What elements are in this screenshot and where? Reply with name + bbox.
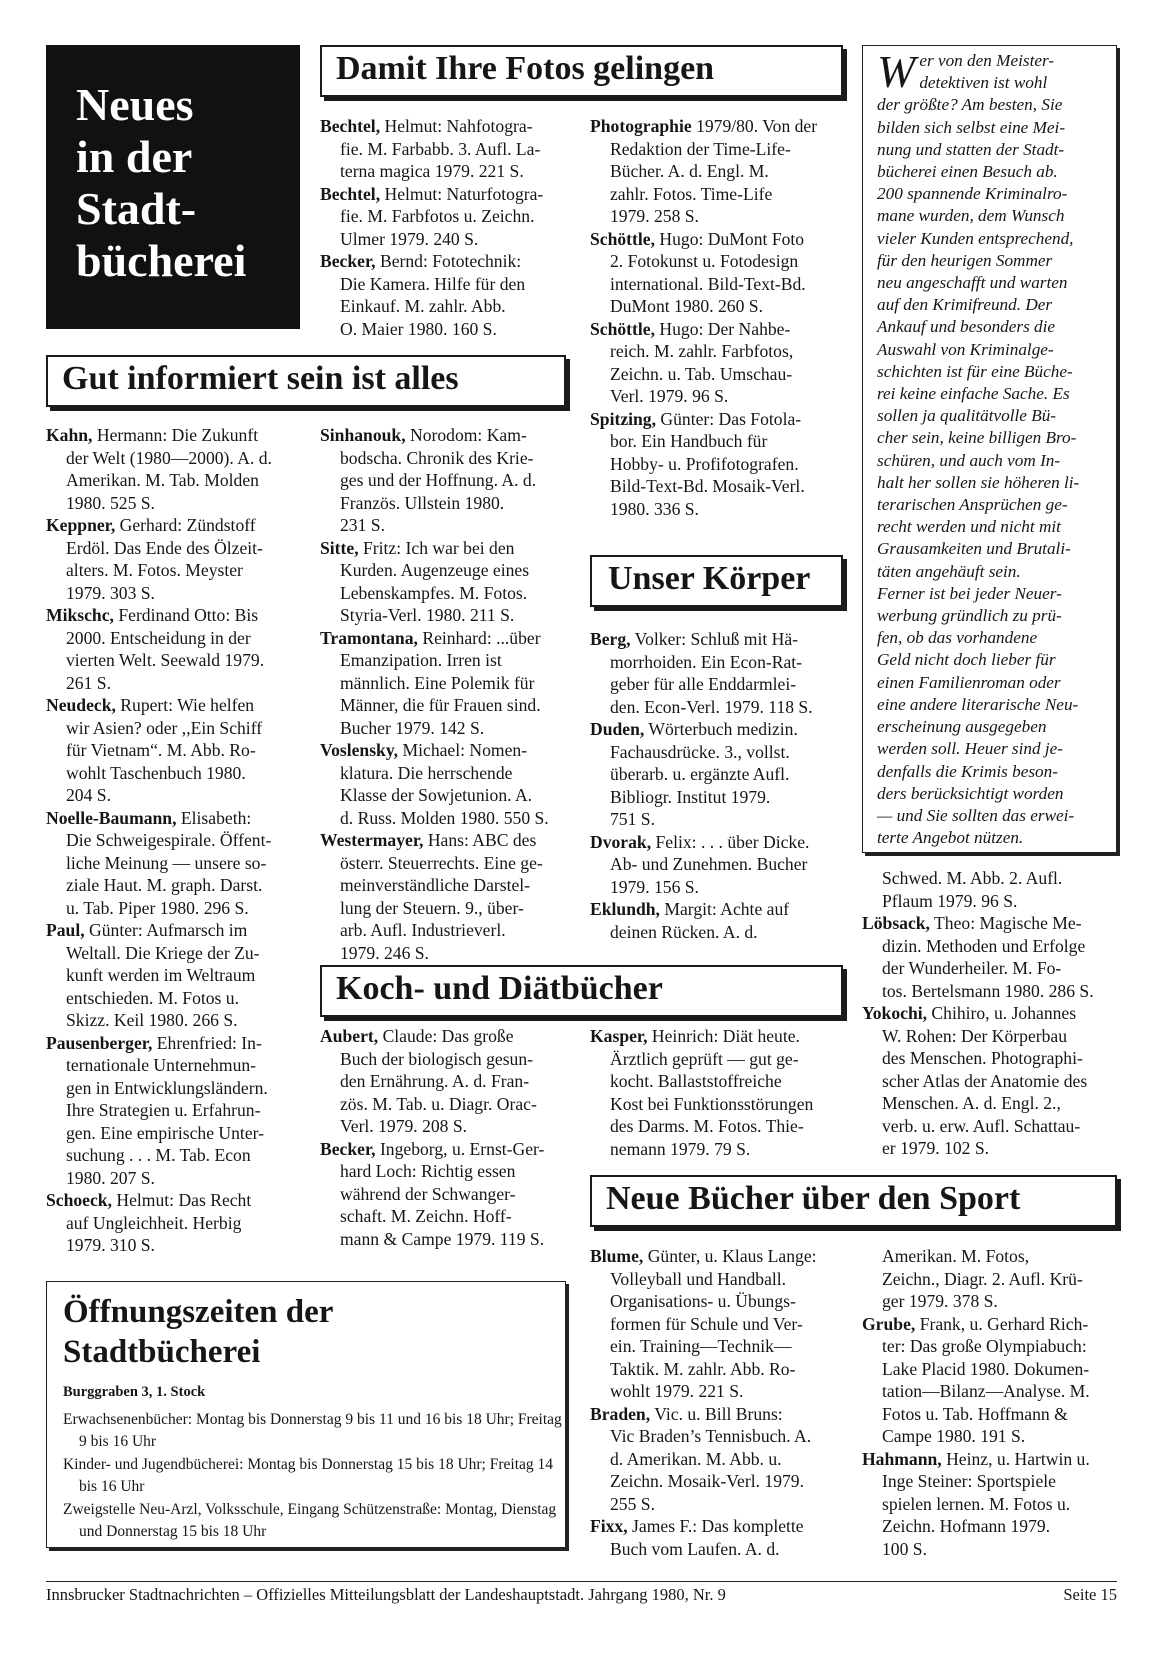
book-entry-continuation: Volleyball und Handball. bbox=[610, 1268, 787, 1289]
book-text: Wörterbuch medizin. bbox=[648, 719, 798, 739]
book-entry-continuation: österr. Steuerrechts. Eine ge- bbox=[340, 852, 543, 873]
book-entry-line bbox=[46, 919, 298, 942]
book-entry-line bbox=[590, 228, 843, 251]
opening-line: Zweigstelle Neu-Arzl, Volksschule, Eingang Schützenstraße: Montag, Dienstag und Donnerstag 15 bis 18 Uhr bbox=[63, 1501, 557, 1540]
book-entry-continuation: u. Tab. Piper 1980. 296 S. bbox=[66, 897, 249, 918]
book-entry-continuation: Lake Placid 1980. Dokumen- bbox=[882, 1358, 1090, 1379]
opening-address: Burggraben 3, 1. Stock bbox=[63, 1384, 206, 1400]
book-entry-continuation: Pflaum 1979. 96 S. bbox=[882, 890, 1018, 911]
book-entry-line bbox=[320, 250, 572, 273]
book-entry-continuation: formen für Schule und Ver- bbox=[610, 1313, 803, 1334]
book-entry-continuation: 1980. 207 S. bbox=[66, 1167, 155, 1188]
book-entry-continuation: ges und der Hoffnung. A. d. bbox=[340, 470, 537, 490]
book-text: Günter: Das Fotola- bbox=[660, 408, 802, 429]
book-entry-line bbox=[590, 408, 843, 431]
book-author: Westermayer, bbox=[320, 830, 424, 850]
book-text: Heinz, u. Hartwin u. bbox=[946, 1448, 1090, 1469]
book-entry-line bbox=[590, 1515, 843, 1538]
book-entry-continuation: Zeichn. Hofmann 1979. bbox=[882, 1516, 1051, 1536]
quote-line: vieler Kunden entsprechend, bbox=[877, 228, 1074, 248]
quote-line: Geld nicht doch lieber für bbox=[877, 650, 1056, 670]
book-entry-continuation: mann & Campe 1979. 119 S. bbox=[340, 1228, 545, 1249]
book-entry-continuation: hard Loch: Richtig essen bbox=[340, 1161, 516, 1181]
book-entry-continuation: 1979. 258 S. bbox=[610, 206, 699, 226]
book-entry-continuation: international. Bild-Text-Bd. bbox=[610, 273, 806, 294]
quote-line: bücherei einen Besuch ab. bbox=[877, 162, 1058, 182]
quote-line: sollen ja qualitätvolle Bü- bbox=[877, 406, 1057, 426]
book-entry-line bbox=[590, 831, 843, 854]
book-entry-line bbox=[590, 318, 843, 341]
book-author: Kahn, bbox=[46, 425, 93, 445]
book-entry-continuation: O. Maier 1980. 160 S. bbox=[340, 318, 497, 339]
book-text: Hermann: Die Zukunft bbox=[96, 425, 259, 445]
book-text: Fritz: Ich war bei den bbox=[363, 537, 515, 558]
quote-line: Ankauf und besonders die bbox=[877, 317, 1056, 337]
quote-line: einen Familienroman oder bbox=[877, 672, 1061, 692]
book-entry-line bbox=[320, 1025, 572, 1048]
book-entry-line bbox=[320, 829, 572, 852]
book-entry-continuation: gen. Eine empirische Unter- bbox=[66, 1122, 264, 1143]
quote-line: schichten ist für eine Büche- bbox=[877, 361, 1073, 381]
book-entry-continuation: Skizz. Keil 1980. 266 S. bbox=[66, 1010, 238, 1030]
book-entry-continuation: 1980. 336 S. bbox=[610, 498, 699, 519]
book-entry-line bbox=[590, 628, 843, 651]
book-entry-continuation: wohlt Taschenbuch 1980. bbox=[66, 762, 246, 783]
masthead-line: bücherei bbox=[76, 235, 247, 286]
book-entry-continuation: Fachausdrücke. 3., vollst. bbox=[610, 741, 790, 762]
book-entry-continuation: Ab- und Zunehmen. Bucher bbox=[610, 854, 808, 874]
book-entry-continuation: er 1979. 102 S. bbox=[882, 1138, 990, 1158]
book-entry-continuation: Bibliogr. Institut 1979. bbox=[610, 786, 771, 807]
book-entry-line bbox=[590, 898, 843, 921]
book-entry-line bbox=[320, 115, 572, 138]
quote-line: fen, ob das vorhandene bbox=[877, 628, 1038, 648]
book-entry-continuation: gen in Entwicklungsländern. bbox=[66, 1077, 268, 1098]
drop-cap: W bbox=[877, 46, 916, 97]
book-entry-continuation: reich. M. zahlr. Farbfotos, bbox=[610, 341, 794, 361]
book-text: Theo: Magische Me- bbox=[934, 913, 1082, 933]
book-entry-continuation: Redaktion der Time-Life- bbox=[610, 138, 791, 159]
quote-line: bilden sich selbst eine Mei- bbox=[877, 117, 1066, 137]
book-entry-continuation: scher Atlas der Anatomie des bbox=[882, 1070, 1088, 1091]
book-entry-continuation: DuMont 1980. 260 S. bbox=[610, 296, 763, 316]
book-entry-continuation: Männer, die für Frauen sind. bbox=[340, 695, 541, 715]
book-entry-continuation: Zeichn. Mosaik-Verl. 1979. bbox=[610, 1471, 804, 1491]
book-author: Becker, bbox=[320, 251, 376, 271]
book-author: Löbsack, bbox=[862, 913, 930, 933]
heading-fotos: Damit Ihre Fotos gelingen bbox=[320, 45, 843, 97]
book-entry-continuation: Kost bei Funktionsstörungen bbox=[610, 1093, 814, 1114]
quote-line: ders berücksichtigt worden bbox=[877, 783, 1064, 803]
book-entry-continuation: 751 S. bbox=[610, 809, 655, 829]
book-entry-line bbox=[590, 1245, 843, 1268]
book-entry-continuation: Menschen. A. d. Engl. 2., bbox=[882, 1093, 1061, 1113]
book-text: Chihiro, u. Johannes bbox=[931, 1003, 1077, 1023]
quote-text bbox=[877, 46, 1106, 849]
book-entry-continuation: Taktik. M. zahlr. Abb. Ro- bbox=[610, 1358, 796, 1379]
book-entry-continuation: Weltall. Die Kriege der Zu- bbox=[66, 942, 260, 963]
column-fotos-1 bbox=[320, 115, 572, 340]
book-entry-continuation: ger 1979. 378 S. bbox=[882, 1291, 998, 1311]
book-entry-continuation: morrhoiden. Ein Econ-Rat- bbox=[610, 651, 803, 672]
book-entry-line bbox=[862, 1448, 1117, 1471]
book-entry-continuation: verb. u. erw. Aufl. Schattau- bbox=[882, 1115, 1081, 1136]
book-entry-line bbox=[320, 183, 572, 206]
quote-line: — und Sie sollten das erwei- bbox=[877, 805, 1075, 825]
book-entry-continuation: Französ. Ullstein 1980. bbox=[340, 492, 505, 513]
book-entry-continuation: Bucher 1979. 142 S. bbox=[340, 717, 485, 738]
book-entry-continuation: Kurden. Augenzeuge eines bbox=[340, 560, 530, 580]
quote-line: für den heurigen Sommer bbox=[877, 250, 1053, 270]
book-text: Rupert: Wie helfen bbox=[120, 695, 255, 715]
book-entry-line bbox=[320, 424, 572, 447]
book-entry-continuation: Ihre Strategien u. Erfahrun- bbox=[66, 1100, 261, 1120]
opening-title-line: Öffnungszeiten der bbox=[63, 1294, 334, 1330]
column-sport-3 bbox=[590, 1245, 843, 1560]
book-entry-line bbox=[46, 424, 298, 447]
book-entry-continuation: Amerikan. M. Fotos, bbox=[882, 1246, 1030, 1266]
book-entry-continuation: Klasse der Sowjetunion. A. bbox=[340, 785, 533, 805]
heading-info: Gut informiert sein ist alles bbox=[46, 355, 566, 407]
book-entry-continuation: kunft werden im Weltraum bbox=[66, 965, 256, 985]
book-text: Bernd: Fototechnik: bbox=[379, 251, 522, 271]
book-author: Bechtel, bbox=[320, 183, 381, 204]
quote-line: terarischen Ansprüchen ge- bbox=[877, 495, 1068, 515]
book-text: Elisabeth: bbox=[180, 807, 252, 828]
book-entry-continuation: schaft. M. Zeichn. Hoff- bbox=[340, 1206, 512, 1226]
column-info-1 bbox=[46, 424, 298, 1257]
book-text: Ehrenfried: In- bbox=[156, 1032, 262, 1053]
book-entry-continuation: lung der Steuern. 9., über- bbox=[340, 897, 524, 918]
book-entry-continuation: fie. M. Farbabb. 3. Aufl. La- bbox=[340, 138, 541, 159]
book-entry-line bbox=[590, 115, 843, 138]
column-koerper-3 bbox=[590, 628, 843, 943]
book-entry-continuation: des Darms. M. Fotos. Thie- bbox=[610, 1116, 804, 1136]
book-entry-continuation: Die Kamera. Hilfe für den bbox=[340, 273, 526, 294]
book-entry-continuation: Vic Braden’s Tennisbuch. A. bbox=[610, 1426, 812, 1446]
book-entry-continuation: den. Econ-Verl. 1979. 118 S. bbox=[610, 696, 813, 717]
book-entry-continuation: Zeichn. u. Tab. Umschau- bbox=[610, 363, 793, 384]
quote-line: Auswahl von Kriminalge- bbox=[877, 339, 1054, 359]
book-entry-continuation: Verl. 1979. 96 S. bbox=[610, 386, 729, 406]
book-author: Duden, bbox=[590, 719, 645, 739]
book-author: Yokochi, bbox=[862, 1003, 928, 1023]
book-text: Ingeborg, u. Ernst-Ger- bbox=[379, 1138, 545, 1159]
heading-koerper: Unser Körper bbox=[590, 555, 843, 607]
book-entry-continuation: Buch vom Laufen. A. d. bbox=[610, 1538, 780, 1559]
quote-line: der größte? Am besten, Sie bbox=[877, 95, 1063, 115]
quote-line: halt her sollen sie höheren li- bbox=[877, 472, 1080, 492]
quote-line: recht werden und nicht mit bbox=[877, 517, 1061, 537]
book-text: Günter, u. Klaus Lange: bbox=[647, 1246, 817, 1266]
book-entry-continuation: 1980. 525 S. bbox=[66, 492, 155, 513]
book-entry-continuation: 255 S. bbox=[610, 1493, 655, 1514]
book-author: Fixx, bbox=[590, 1516, 628, 1536]
book-entry-continuation: für Vietnam“. M. Abb. Ro- bbox=[66, 740, 256, 760]
book-entry-continuation: spielen lernen. M. Fotos u. bbox=[882, 1493, 1071, 1514]
book-author: Dvorak, bbox=[590, 831, 652, 852]
book-entry-continuation: Hobby- u. Profifotografen. bbox=[610, 453, 799, 474]
book-entry-line bbox=[46, 694, 298, 717]
book-author: Becker, bbox=[320, 1138, 376, 1159]
book-entry-continuation: liche Meinung — unsere so- bbox=[66, 852, 267, 873]
book-entry-continuation: alters. M. Fotos. Meyster bbox=[66, 560, 243, 580]
book-author: Voslensky, bbox=[320, 740, 399, 760]
opening-line: Erwachsenenbücher: Montag bis Donnerstag 9 bis 11 und 16 bis 18 Uhr; Freitag 9 bis 16 Uhr bbox=[63, 1411, 562, 1450]
book-entry-continuation: zahlr. Fotos. Time-Life bbox=[610, 183, 773, 204]
column-info-2 bbox=[320, 424, 572, 964]
quote-line: er von den Meister- bbox=[919, 51, 1055, 70]
book-text: Hugo: Der Nahbe- bbox=[659, 318, 791, 339]
book-author: Blume, bbox=[590, 1246, 644, 1266]
book-text: Felix: . . . über Dicke. bbox=[655, 831, 810, 852]
book-entry-continuation: wohlt 1979. 221 S. bbox=[610, 1381, 744, 1401]
book-entry-continuation: 261 S. bbox=[66, 672, 111, 693]
quote-line: erscheinung ausgegeben bbox=[877, 717, 1047, 737]
quote-line: cher sein, keine billigen Bro- bbox=[877, 428, 1077, 448]
book-entry-continuation: überarb. u. ergänzte Aufl. bbox=[610, 764, 790, 784]
quote-box bbox=[862, 45, 1117, 853]
book-entry-continuation: Einkauf. M. zahlr. Abb. bbox=[340, 296, 506, 316]
book-entry-continuation: der Wunderheiler. M. Fo- bbox=[882, 958, 1062, 978]
book-entry-continuation: d. Amerikan. M. Abb. u. bbox=[610, 1448, 782, 1469]
book-author: Mikschc, bbox=[46, 605, 114, 625]
book-entry-continuation: Verl. 1979. 208 S. bbox=[340, 1116, 468, 1136]
opening-title-line: Stadtbücherei bbox=[63, 1334, 261, 1370]
book-entry-line bbox=[862, 912, 1117, 935]
book-entry-line bbox=[46, 514, 298, 537]
book-entry-line bbox=[46, 1032, 298, 1055]
quote-line: rei keine einfache Sache. Es bbox=[877, 384, 1070, 404]
book-entry-continuation: bor. Ein Handbuch für bbox=[610, 431, 768, 451]
book-entry-continuation: Die Schweigespirale. Öffent- bbox=[66, 830, 272, 850]
book-author: Bechtel, bbox=[320, 116, 381, 136]
quote-line: mane wurden, dem Wunsch bbox=[877, 206, 1065, 226]
book-entry-continuation: Organisations- u. Übungs- bbox=[610, 1291, 796, 1311]
book-entry-continuation: wir Asien? oder ,,Ein Schiff bbox=[66, 717, 263, 738]
book-entry-continuation: terna magica 1979. 221 S. bbox=[340, 161, 524, 181]
book-author: Keppner, bbox=[46, 515, 116, 535]
book-author: Tramontana, bbox=[320, 627, 418, 648]
quote-line: terte Angebot nützen. bbox=[877, 828, 1024, 848]
quote-line: Ferner ist bei jeder Neuer- bbox=[877, 583, 1062, 603]
book-entry-continuation: Styria-Verl. 1980. 211 S. bbox=[340, 605, 515, 625]
book-author: Schöttle, bbox=[590, 228, 655, 249]
book-author: Pausenberger, bbox=[46, 1032, 153, 1053]
book-entry-continuation: W. Rohen: Der Körperbau bbox=[882, 1025, 1068, 1046]
book-author: Noelle-Baumann, bbox=[46, 807, 177, 828]
book-entry-continuation: Bild-Text-Bd. Mosaik-Verl. bbox=[610, 476, 805, 496]
book-entry-continuation: 204 S. bbox=[66, 785, 111, 805]
book-text: Volker: Schluß mit Hä- bbox=[634, 629, 799, 649]
book-entry-continuation: zös. M. Tab. u. Diagr. Orac- bbox=[340, 1093, 537, 1114]
book-entry-continuation: 231 S. bbox=[340, 515, 385, 535]
book-entry-continuation: männlich. Eine Polemik für bbox=[340, 672, 535, 693]
book-text: Michael: Nomen- bbox=[402, 740, 528, 760]
quote-line: auf den Krimifreund. Der bbox=[877, 295, 1053, 315]
column-fotos-3 bbox=[590, 115, 843, 520]
page-footer bbox=[46, 1581, 1117, 1605]
book-text: Gerhard: Zündstoff bbox=[119, 515, 256, 535]
book-entry-continuation: auf Ungleichheit. Herbig bbox=[66, 1212, 242, 1233]
book-entry-continuation: des Menschen. Photographi- bbox=[882, 1048, 1083, 1068]
book-entry-continuation: geber für alle Enddarmlei- bbox=[610, 674, 797, 694]
book-entry-line bbox=[320, 1138, 572, 1161]
book-author: Aubert, bbox=[320, 1026, 379, 1046]
book-entry-continuation: 100 S. bbox=[882, 1538, 927, 1559]
book-entry-continuation: 1979. 156 S. bbox=[610, 876, 699, 897]
quote-line: neu angeschafft und warten bbox=[877, 273, 1068, 293]
book-entry-continuation: suchung . . . M. Tab. Econ bbox=[66, 1145, 251, 1165]
masthead-line: Stadt- bbox=[76, 183, 197, 234]
masthead-line: Neues bbox=[76, 79, 194, 130]
book-entry-continuation: Emanzipation. Irren ist bbox=[340, 650, 502, 670]
page-number: Seite 15 bbox=[1063, 1585, 1117, 1604]
book-author: Braden, bbox=[590, 1403, 651, 1424]
book-entry-continuation: tation—Bilanz—Analyse. M. bbox=[882, 1381, 1090, 1401]
book-text: James F.: Das komplette bbox=[632, 1516, 804, 1536]
book-author: Sitte, bbox=[320, 537, 359, 558]
book-entry-continuation: Campe 1980. 191 S. bbox=[882, 1426, 1026, 1446]
book-entry-line bbox=[862, 1002, 1117, 1025]
book-author: Grube, bbox=[862, 1313, 916, 1334]
book-author: Neudeck, bbox=[46, 695, 116, 715]
book-entry-continuation: klatura. Die herrschende bbox=[340, 762, 513, 783]
book-author: Kasper, bbox=[590, 1026, 648, 1046]
book-entry-continuation: ein. Training—Technik— bbox=[610, 1336, 792, 1356]
book-entry-continuation: fie. M. Farbfotos u. Zeichn. bbox=[340, 206, 535, 226]
book-entry-continuation: Inge Steiner: Sportspiele bbox=[882, 1471, 1056, 1491]
book-text: Vic. u. Bill Bruns: bbox=[654, 1403, 783, 1424]
book-entry-line bbox=[590, 718, 843, 741]
book-author: Spitzing, bbox=[590, 408, 656, 429]
quote-line: werbung gründlich zu prü- bbox=[877, 606, 1062, 626]
book-author: Paul, bbox=[46, 920, 85, 940]
book-author: Hahmann, bbox=[862, 1448, 942, 1469]
book-entry-continuation: den Ernährung. A. d. Fran- bbox=[340, 1071, 530, 1091]
book-text: Margit: Achte auf bbox=[664, 899, 790, 919]
book-entry-continuation: 2000. Entscheidung in der bbox=[66, 627, 251, 648]
book-entry-continuation: ziale Haut. M. graph. Darst. bbox=[66, 875, 263, 895]
book-entry-continuation: entschieden. M. Fotos u. bbox=[66, 987, 239, 1008]
book-entry-continuation: 1979. 303 S. bbox=[66, 582, 155, 603]
book-text: Heinrich: Diät heute. bbox=[651, 1026, 800, 1046]
heading-sport: Neue Bücher über den Sport bbox=[590, 1175, 1117, 1227]
book-entry-continuation: Amerikan. M. Tab. Molden bbox=[66, 470, 259, 490]
book-author: Eklundh, bbox=[590, 899, 660, 919]
book-text: Hans: ABC des bbox=[427, 830, 537, 850]
book-entry-continuation: arb. Aufl. Industrieverl. bbox=[340, 920, 506, 940]
quote-line: detektiven ist wohl bbox=[919, 73, 1048, 93]
book-entry-continuation: der Welt (1980—2000). A. d. bbox=[66, 447, 272, 468]
book-entry-continuation: vierten Welt. Seewald 1979. bbox=[66, 650, 265, 670]
quote-line: eine andere literarische Neu- bbox=[877, 694, 1079, 714]
book-entry-line bbox=[46, 1189, 298, 1212]
book-entry-continuation: Erdöl. Das Ende des Ölzeit- bbox=[66, 537, 263, 558]
book-entry-continuation: 1979. 310 S. bbox=[66, 1235, 155, 1255]
book-entry-line bbox=[320, 739, 572, 762]
book-entry-continuation: kocht. Ballaststoffreiche bbox=[610, 1071, 782, 1091]
quote-line: schüren, und auch vom In- bbox=[877, 450, 1061, 470]
book-author: Schoeck, bbox=[46, 1190, 112, 1210]
book-author: Berg, bbox=[590, 629, 631, 649]
book-text: Hugo: DuMont Foto bbox=[659, 228, 805, 249]
book-entry-continuation: deinen Rücken. A. d. bbox=[610, 921, 758, 942]
book-entry-continuation: Fotos u. Tab. Hoffmann & bbox=[882, 1403, 1068, 1424]
book-entry-continuation: Zeichn., Diagr. 2. Aufl. Krü- bbox=[882, 1268, 1083, 1289]
book-entry-line bbox=[862, 1313, 1117, 1336]
book-text: Claude: Das große bbox=[382, 1026, 514, 1046]
book-entry-line bbox=[590, 1025, 843, 1048]
section-masthead bbox=[46, 45, 300, 329]
book-entry-line bbox=[590, 1403, 843, 1426]
book-author: Schöttle, bbox=[590, 318, 655, 339]
quote-line: nung und statten der Stadt- bbox=[877, 139, 1065, 159]
column-koerper-4 bbox=[862, 867, 1117, 1160]
book-author: Photographie bbox=[590, 116, 692, 136]
book-entry-continuation: 2. Fotokunst u. Fotodesign bbox=[610, 251, 799, 271]
book-text: Helmut: Nahfotogra- bbox=[384, 116, 533, 136]
book-text: Helmut: Das Recht bbox=[116, 1190, 252, 1210]
book-entry-continuation: während der Schwanger- bbox=[340, 1183, 516, 1204]
book-entry-continuation: bodscha. Chronik des Krie- bbox=[340, 447, 534, 468]
column-koch-3 bbox=[590, 1025, 843, 1160]
quote-line: 200 spannende Kriminalro- bbox=[877, 184, 1068, 204]
masthead-line: in der bbox=[76, 131, 193, 182]
column-koch-2 bbox=[320, 1025, 572, 1250]
book-entry-continuation: Buch der biologisch gesun- bbox=[340, 1048, 534, 1069]
book-text: Norodom: Kam- bbox=[410, 425, 527, 445]
book-text: Ferdinand Otto: Bis bbox=[118, 605, 259, 625]
quote-line: denfalls die Krimis beson- bbox=[877, 761, 1058, 781]
book-entry-line bbox=[46, 604, 298, 627]
book-author: Sinhanouk, bbox=[320, 425, 406, 445]
book-entry-continuation: ternationale Unternehmun- bbox=[66, 1055, 257, 1075]
book-entry-line bbox=[46, 807, 298, 830]
book-entry-continuation: Lebenskampfes. M. Fotos. bbox=[340, 582, 528, 603]
book-entry-continuation: d. Russ. Molden 1980. 550 S. bbox=[340, 807, 549, 828]
book-text: Reinhard: ...über bbox=[422, 627, 541, 648]
book-entry-continuation: dizin. Methoden und Erfolge bbox=[882, 935, 1086, 956]
book-entry-line bbox=[320, 537, 572, 560]
book-entry-continuation: ter: Das große Olympiabuch: bbox=[882, 1336, 1087, 1356]
book-text: Günter: Aufmarsch im bbox=[89, 920, 248, 940]
book-entry-continuation: 1979. 246 S. bbox=[340, 942, 429, 963]
book-text: 1979/80. Von der bbox=[696, 116, 818, 136]
column-sport-4 bbox=[862, 1245, 1117, 1560]
book-entry-continuation: Bücher. A. d. Engl. M. bbox=[610, 161, 769, 181]
heading-koch: Koch- und Diätbücher bbox=[320, 965, 843, 1017]
quote-line: Grausamkeiten und Brutali- bbox=[877, 539, 1071, 559]
book-entry-continuation: Ärztlich geprüft — gut ge- bbox=[610, 1048, 799, 1069]
book-entry-continuation: Schwed. M. Abb. 2. Aufl. bbox=[882, 868, 1063, 888]
book-entry-continuation: tos. Bertelsmann 1980. 286 S. bbox=[882, 980, 1094, 1001]
book-entry-continuation: Ulmer 1979. 240 S. bbox=[340, 228, 479, 249]
book-entry-line bbox=[320, 627, 572, 650]
opening-line: Kinder- und Jugendbücherei: Montag bis Donnerstag 15 bis 18 Uhr; Freitag 14 bis 16 Uhr bbox=[63, 1456, 554, 1495]
book-entry-continuation: nemann 1979. 79 S. bbox=[610, 1138, 751, 1159]
book-text: Frank, u. Gerhard Rich- bbox=[919, 1313, 1089, 1334]
footer-publication: Innsbrucker Stadtnachrichten – Offizielles Mitteilungsblatt der Landeshauptstadt. Jahrgang 1980, Nr. 9 bbox=[46, 1585, 726, 1604]
quote-line: werden soll. Heuer sind je- bbox=[877, 739, 1064, 759]
opening-hours-box bbox=[46, 1281, 566, 1548]
book-entry-continuation: meinverständliche Darstel- bbox=[340, 875, 531, 895]
book-text: Helmut: Naturfotogra- bbox=[384, 183, 544, 204]
quote-line: täten angehäuft sein. bbox=[877, 561, 1021, 581]
